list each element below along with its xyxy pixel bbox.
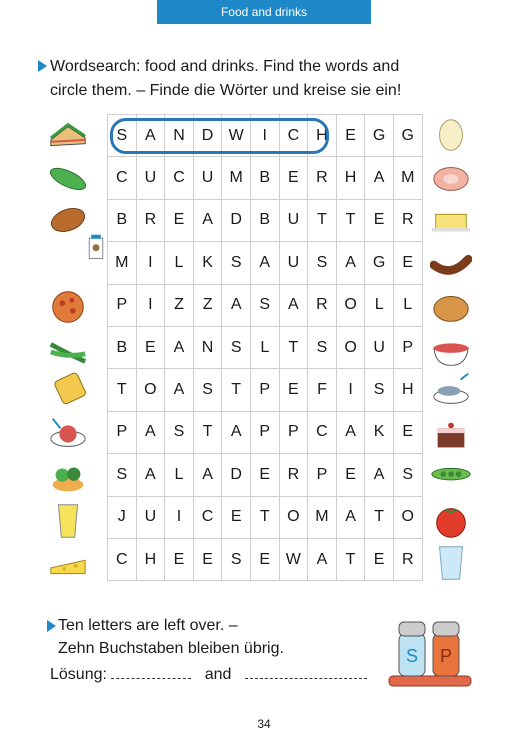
- grid-cell[interactable]: G: [393, 115, 422, 157]
- water-glass-icon: [430, 545, 472, 581]
- solution-blank-1[interactable]: [111, 664, 191, 679]
- grid-cell[interactable]: T: [222, 369, 251, 411]
- grid-cell[interactable]: U: [136, 157, 165, 199]
- grid-cell[interactable]: R: [279, 454, 308, 496]
- grid-cell[interactable]: E: [250, 538, 279, 580]
- leftover-line-1: Ten letters are left over. –: [58, 617, 238, 634]
- grid-row: [108, 284, 423, 326]
- grid-cell[interactable]: T: [336, 199, 365, 241]
- tomato-icon: [430, 503, 472, 539]
- grid-cell[interactable]: N: [165, 115, 194, 157]
- leftover-line-2: Zehn Buchstaben bleiben übrig.: [58, 640, 284, 657]
- grid-cell[interactable]: T: [193, 411, 222, 453]
- grid-cell[interactable]: A: [279, 284, 308, 326]
- grid-cell[interactable]: E: [336, 115, 365, 157]
- grid-cell[interactable]: C: [279, 115, 308, 157]
- grid-cell[interactable]: E: [336, 454, 365, 496]
- grid-cell[interactable]: L: [250, 326, 279, 368]
- grid-cell[interactable]: P: [393, 326, 422, 368]
- milk-icon: [75, 229, 117, 265]
- cheese-icon: [47, 547, 89, 583]
- grid-cell[interactable]: E: [165, 538, 194, 580]
- grid-cell[interactable]: R: [308, 157, 337, 199]
- grid-cell[interactable]: A: [136, 454, 165, 496]
- grid-cell[interactable]: K: [365, 411, 394, 453]
- grid-cell[interactable]: A: [365, 454, 394, 496]
- grid-cell[interactable]: S: [308, 326, 337, 368]
- grid-cell[interactable]: L: [365, 284, 394, 326]
- grid-row: [108, 496, 423, 538]
- grid-cell[interactable]: P: [308, 454, 337, 496]
- grid-cell[interactable]: S: [308, 242, 337, 284]
- peas-icon: [430, 459, 472, 495]
- grid-cell[interactable]: A: [250, 242, 279, 284]
- grid-cell[interactable]: G: [365, 242, 394, 284]
- grid-cell[interactable]: A: [336, 242, 365, 284]
- leftover-instruction: [58, 614, 284, 660]
- grid-cell[interactable]: E: [222, 496, 251, 538]
- grid-cell[interactable]: T: [250, 496, 279, 538]
- grid-cell[interactable]: A: [336, 411, 365, 453]
- grid-cell[interactable]: R: [393, 199, 422, 241]
- grid-cell[interactable]: T: [308, 199, 337, 241]
- instruction: [50, 55, 490, 103]
- grid-cell[interactable]: I: [165, 496, 194, 538]
- solution-and: and: [204, 666, 232, 683]
- grid-cell[interactable]: Z: [165, 284, 194, 326]
- sandwich-icon: [47, 119, 89, 155]
- page-number: 34: [257, 717, 271, 731]
- grid-row: [108, 157, 423, 199]
- grid-cell[interactable]: H: [308, 115, 337, 157]
- ham-icon: [430, 160, 472, 196]
- grid-cell[interactable]: E: [136, 326, 165, 368]
- grid-cell[interactable]: T: [336, 538, 365, 580]
- grid-cell[interactable]: H: [393, 369, 422, 411]
- grid-cell[interactable]: J: [108, 496, 137, 538]
- grid-row: [108, 538, 423, 580]
- grid-cell[interactable]: S: [222, 538, 251, 580]
- grid-cell[interactable]: A: [222, 284, 251, 326]
- grid-cell[interactable]: D: [222, 199, 251, 241]
- grid-cell[interactable]: C: [165, 157, 194, 199]
- grid-cell[interactable]: M: [393, 157, 422, 199]
- toast-icon: [50, 370, 92, 406]
- pasta-icon: [47, 415, 89, 451]
- grid-cell[interactable]: P: [250, 411, 279, 453]
- grid-cell[interactable]: I: [136, 242, 165, 284]
- grid-cell[interactable]: D: [193, 115, 222, 157]
- grid-cell[interactable]: O: [279, 496, 308, 538]
- cake-icon: [430, 417, 472, 453]
- bullet-triangle-icon: [47, 620, 56, 632]
- grid-cell[interactable]: L: [165, 242, 194, 284]
- svg-text:S: S: [405, 646, 419, 666]
- grid-cell[interactable]: I: [250, 115, 279, 157]
- grid-cell[interactable]: A: [193, 199, 222, 241]
- grid-cell[interactable]: M: [222, 157, 251, 199]
- grid-cell[interactable]: R: [136, 199, 165, 241]
- grid-row: [108, 411, 423, 453]
- grid-cell[interactable]: C: [193, 496, 222, 538]
- grid-cell[interactable]: A: [222, 411, 251, 453]
- grid-cell[interactable]: B: [108, 199, 137, 241]
- grid-cell[interactable]: S: [165, 411, 194, 453]
- svg-text:P: P: [439, 646, 453, 666]
- grid-cell[interactable]: D: [222, 454, 251, 496]
- grid-cell[interactable]: E: [365, 199, 394, 241]
- sausage-icon: [430, 246, 472, 282]
- grid-cell[interactable]: U: [279, 199, 308, 241]
- pizza-icon: [47, 289, 89, 325]
- fish-icon: [430, 372, 472, 408]
- soup-icon: [430, 333, 472, 369]
- grid-cell[interactable]: S: [193, 369, 222, 411]
- instruction-line-2: circle them. – Finde die Wörter und kreise sie ein!: [50, 82, 402, 99]
- grid-cell[interactable]: A: [136, 411, 165, 453]
- instruction-line-1: Wordsearch: food and drinks. Find the words and: [50, 58, 400, 75]
- grid-cell[interactable]: O: [136, 369, 165, 411]
- grid-cell[interactable]: H: [136, 538, 165, 580]
- grid-cell[interactable]: O: [393, 496, 422, 538]
- grid-cell[interactable]: G: [365, 115, 394, 157]
- grid-cell[interactable]: K: [193, 242, 222, 284]
- grid-cell[interactable]: S: [108, 115, 137, 157]
- grid-cell[interactable]: U: [279, 242, 308, 284]
- grid-cell[interactable]: A: [336, 496, 365, 538]
- grid-cell[interactable]: P: [108, 284, 137, 326]
- grid-cell[interactable]: L: [393, 284, 422, 326]
- grid-cell[interactable]: E: [365, 538, 394, 580]
- grid-cell[interactable]: U: [365, 326, 394, 368]
- grid-cell[interactable]: S: [222, 242, 251, 284]
- solution-line: [50, 664, 367, 684]
- grid-cell[interactable]: F: [308, 369, 337, 411]
- grid-cell[interactable]: A: [308, 538, 337, 580]
- grid-cell[interactable]: U: [136, 496, 165, 538]
- grid-cell[interactable]: P: [108, 411, 137, 453]
- grid-cell[interactable]: A: [136, 115, 165, 157]
- grid-row: [108, 454, 423, 496]
- grid-cell[interactable]: Z: [193, 284, 222, 326]
- grid-cell[interactable]: B: [108, 326, 137, 368]
- grid-cell[interactable]: B: [250, 199, 279, 241]
- grid-cell[interactable]: M: [108, 242, 137, 284]
- section-title: Food and drinks: [220, 5, 308, 19]
- grid-cell[interactable]: R: [393, 538, 422, 580]
- grid-cell[interactable]: S: [365, 369, 394, 411]
- solution-blank-2[interactable]: [245, 664, 367, 679]
- grid-cell[interactable]: A: [365, 157, 394, 199]
- grid-cell[interactable]: E: [393, 411, 422, 453]
- grid-cell[interactable]: M: [308, 496, 337, 538]
- grid-cell[interactable]: C: [108, 538, 137, 580]
- salad-icon: [47, 460, 89, 496]
- salt-pepper-shakers-icon: [385, 612, 475, 695]
- section-header: [157, 0, 371, 24]
- grid-cell[interactable]: P: [250, 369, 279, 411]
- grid-cell[interactable]: I: [136, 284, 165, 326]
- grid-cell[interactable]: C: [308, 411, 337, 453]
- grid-cell[interactable]: E: [279, 369, 308, 411]
- grid-cell[interactable]: N: [193, 326, 222, 368]
- grid-row: [108, 242, 423, 284]
- grid-cell[interactable]: C: [108, 157, 137, 199]
- roll-icon: [430, 289, 472, 325]
- grid-cell[interactable]: E: [250, 454, 279, 496]
- beans-icon: [47, 333, 89, 369]
- grid-cell[interactable]: L: [165, 454, 194, 496]
- juice-icon: [47, 503, 89, 539]
- grid-cell[interactable]: E: [393, 242, 422, 284]
- grid-cell[interactable]: H: [336, 157, 365, 199]
- grid-cell[interactable]: E: [193, 538, 222, 580]
- grid-cell[interactable]: B: [250, 157, 279, 199]
- grid-cell[interactable]: I: [336, 369, 365, 411]
- grid-cell[interactable]: A: [165, 326, 194, 368]
- grid-cell[interactable]: T: [108, 369, 137, 411]
- grid-cell[interactable]: S: [108, 454, 137, 496]
- grid-cell[interactable]: R: [308, 284, 337, 326]
- grid-cell[interactable]: E: [279, 157, 308, 199]
- grid-row: [108, 326, 423, 368]
- grid-cell[interactable]: P: [279, 411, 308, 453]
- grid-cell[interactable]: S: [222, 326, 251, 368]
- grid-cell[interactable]: W: [279, 538, 308, 580]
- grid-cell[interactable]: U: [193, 157, 222, 199]
- butter-icon: [430, 203, 472, 239]
- grid-cell[interactable]: T: [365, 496, 394, 538]
- grid-cell[interactable]: O: [336, 326, 365, 368]
- solution-label: Lösung:: [50, 666, 107, 683]
- egg-icon: [430, 117, 472, 153]
- grid-cell[interactable]: O: [336, 284, 365, 326]
- grid-cell[interactable]: A: [193, 454, 222, 496]
- cucumber-icon: [47, 160, 89, 196]
- grid-cell[interactable]: S: [250, 284, 279, 326]
- grid-cell[interactable]: S: [393, 454, 422, 496]
- grid-cell[interactable]: W: [222, 115, 251, 157]
- grid-row: [108, 115, 423, 157]
- bullet-triangle-icon: [38, 60, 47, 72]
- wordsearch-grid: [107, 114, 423, 581]
- grid-cell[interactable]: E: [165, 199, 194, 241]
- grid-cell[interactable]: T: [279, 326, 308, 368]
- grid-row: [108, 369, 423, 411]
- grid-cell[interactable]: A: [165, 369, 194, 411]
- grid-row: [108, 199, 423, 241]
